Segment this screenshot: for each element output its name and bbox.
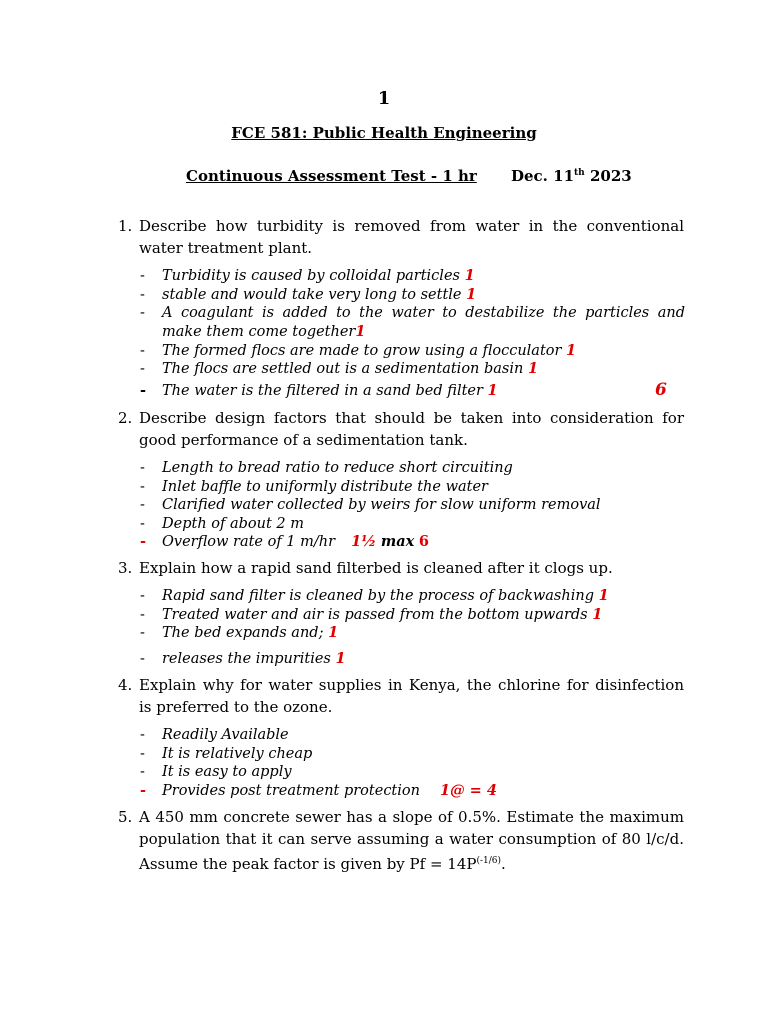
max-label: max [380, 533, 415, 550]
answer-item: - The bed expands and; 1 [140, 624, 339, 641]
question-4 [118, 674, 684, 718]
question-text: A 450 mm concrete sewer has a slope of 0.5%. Estimate the maximum population that it can serve assuming a water consumption of 80 l/c/d. Assume the peak factor is given by $Pf = 14P^{(-1/6)}$. [139, 808, 684, 873]
answer-item: - Provides post treatment protection 1@ = 4 [140, 781, 497, 799]
question-5 [118, 806, 684, 875]
question-text: Explain how a rapid sand filterbed is cleaned after it clogs up. [139, 559, 613, 577]
mark: 1½ [351, 533, 377, 550]
answer-item: - Overflow rate of 1 m/hr 1½ max 6 [140, 533, 429, 550]
mark: 1 [592, 605, 603, 623]
mark: 1 [335, 650, 346, 667]
answer-item: - Treated water and air is passed from the bottom upwards 1 [140, 605, 603, 623]
question-number: 5. [118, 808, 133, 826]
answer-item: - The formed flocs are made to grow using a flocculator 1 [140, 341, 577, 359]
page-number: 1 [377, 88, 391, 109]
max-value: 6 [418, 533, 429, 550]
answer-item: - releases the impurities 1 [140, 650, 346, 667]
answer-item: - Readily Available [140, 727, 289, 743]
mark: 1 [598, 587, 609, 604]
mark: 1 [527, 360, 539, 377]
mark: 1 [355, 322, 366, 340]
mark: 1 [566, 341, 577, 359]
question-1 [118, 215, 684, 259]
question-text: Explain why for water supplies in Kenya, the chlorine for disinfection is preferred to the ozone. [139, 676, 684, 716]
question-number: 2. [118, 409, 133, 427]
answer-item: - The water is the filtered in a sand bed filter 1 [140, 382, 498, 399]
answer-item: - Inlet baffle to uniformly distribute the water [140, 478, 488, 495]
mark: 1 [328, 624, 339, 641]
mark: 1 [487, 382, 498, 399]
answer-item: - The flocs are settled out is a sedimentation basin 1 [140, 360, 539, 377]
answer-item: - It is relatively cheap [140, 745, 313, 762]
answer-item: - Depth of about 2 m [140, 515, 304, 532]
answer-item: - stable and would take very long to settle 1 [140, 285, 477, 303]
question-2 [118, 407, 684, 451]
answer-item: - Rapid sand filter is cleaned by the process of backwashing 1 [140, 587, 609, 604]
test-title: Continuous Assessment Test - 1 hr [186, 167, 477, 185]
answer-item: - A coagulant is added to the water to destabilize the particles and make them come together1 [140, 305, 685, 340]
question-text: Describe how turbidity is removed from water in the conventional water treatment plant. [139, 217, 684, 257]
mark: 1 [466, 285, 477, 303]
answer-item: - Length to bread ratio to reduce short circuiting [140, 460, 513, 476]
question-text: Describe design factors that should be taken into consideration for good performance of a sedimentation tank. [139, 409, 684, 449]
question-number: 4. [118, 676, 133, 694]
question-number: 1. [118, 217, 133, 235]
answer-item: - It is easy to apply [140, 764, 292, 780]
mark: 1@ = 4 [439, 781, 497, 799]
question-3 [118, 557, 684, 579]
answer-item: - Turbidity is caused by colloidal particles 1 [140, 267, 475, 284]
mark: 1 [464, 267, 475, 284]
test-date: Dec. 11th 2023 [511, 167, 632, 185]
question-number: 3. [118, 559, 133, 577]
course-title: FCE 581: Public Health Engineering [231, 124, 537, 142]
answer-item: - Clarified water collected by weirs for slow uniform removal [140, 497, 601, 513]
total-mark: 6 [655, 380, 667, 400]
